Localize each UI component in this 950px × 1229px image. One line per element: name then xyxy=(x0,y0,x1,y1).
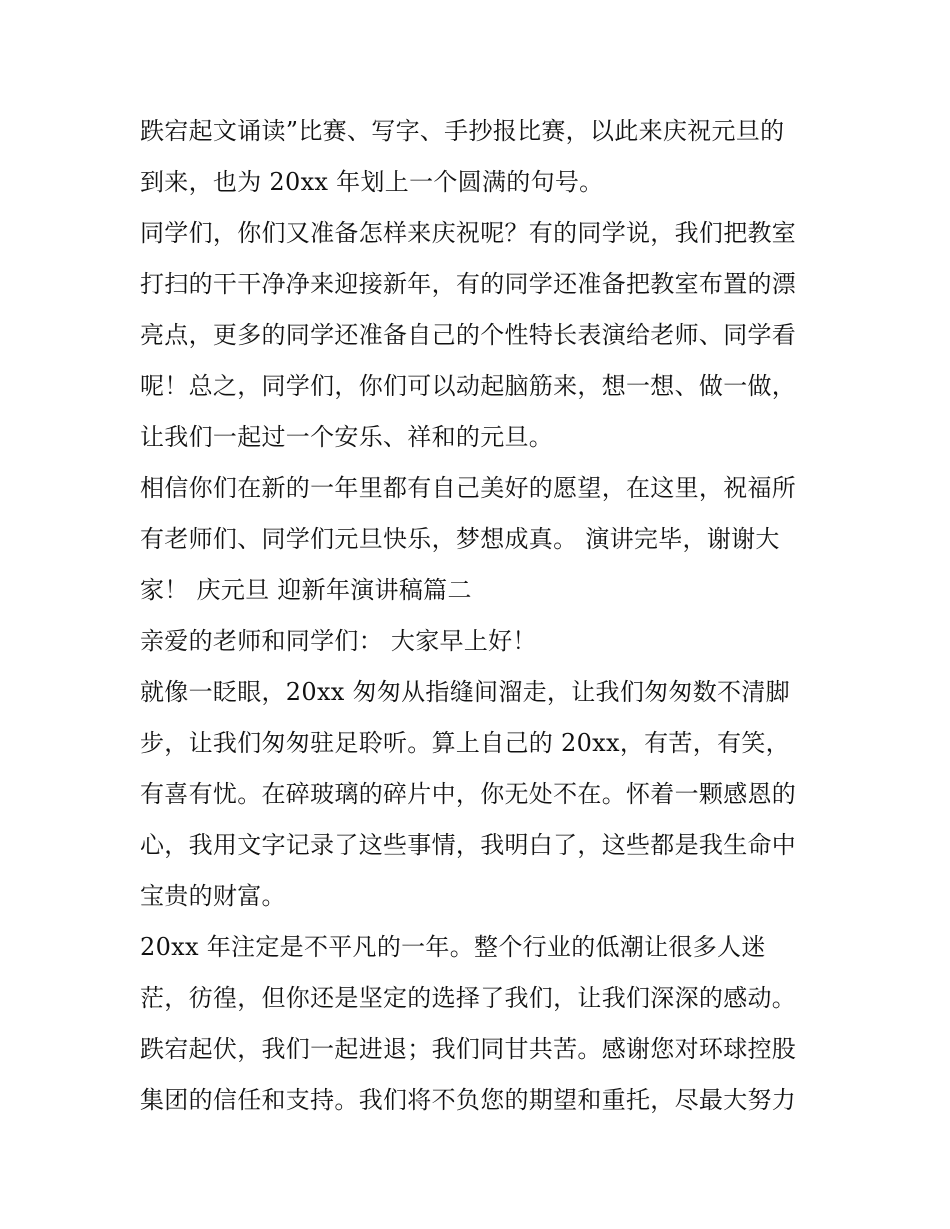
text-line: 20xx 年注定是不平凡的一年。整个行业的低潮让很多人迷 xyxy=(140,933,766,961)
text-line: 心，我用文字记录了这些事情，我明白了，这些都是我生命中 xyxy=(140,831,797,859)
text-line: 让我们一起过一个安乐、祥和的元旦。 xyxy=(140,423,554,451)
text-line: 有喜有忧。在碎玻璃的碎片中，你无处不在。怀着一颗感恩的 xyxy=(140,780,797,808)
text-line: 同学们，你们又准备怎样来庆祝呢？有的同学说，我们把教室 xyxy=(140,219,797,247)
text-line: 有老师们、同学们元旦快乐，梦想成真。 演讲完毕，谢谢大 xyxy=(140,525,780,553)
text-line: 宝贵的财富。 xyxy=(140,882,286,910)
text-line: 集团的信任和支持。我们将不负您的期望和重托，尽最大努力 xyxy=(140,1086,797,1114)
text-line: 就像一眨眼，20xx 匆匆从指缝间溜走，让我们匆匆数不清脚 xyxy=(140,678,790,706)
text-line: 跌宕起伏，我们一起进退；我们同甘共苦。感谢您对环球控股 xyxy=(140,1035,797,1063)
text-line: 家！ 庆元旦 迎新年演讲稿篇二 xyxy=(140,576,472,604)
text-line: 茫，彷徨，但你还是坚定的选择了我们，让我们深深的感动。 xyxy=(140,984,797,1012)
document-body xyxy=(140,106,830,1126)
text-line: 到来，也为 20xx 年划上一个圆满的句号。 xyxy=(140,168,604,196)
text-line: 亮点，更多的同学还准备自己的个性特长表演给老师、同学看 xyxy=(140,321,797,349)
text-line: 相信你们在新的一年里都有自己美好的愿望，在这里，祝福所 xyxy=(140,474,797,502)
text-line: 打扫的干干净净来迎接新年，有的同学还准备把教室布置的漂 xyxy=(140,270,797,298)
text-line: 步，让我们匆匆驻足聆听。算上自己的 20xx，有苦，有笑， xyxy=(140,729,790,757)
text-line: 亲爱的老师和同学们： 大家早上好！ xyxy=(140,627,537,655)
text-line: 跌宕起文诵读”比赛、写字、手抄报比赛，以此来庆祝元旦的 xyxy=(140,117,785,145)
text-line: 呢！总之，同学们，你们可以动起脑筋来，想一想、做一做， xyxy=(140,372,797,400)
